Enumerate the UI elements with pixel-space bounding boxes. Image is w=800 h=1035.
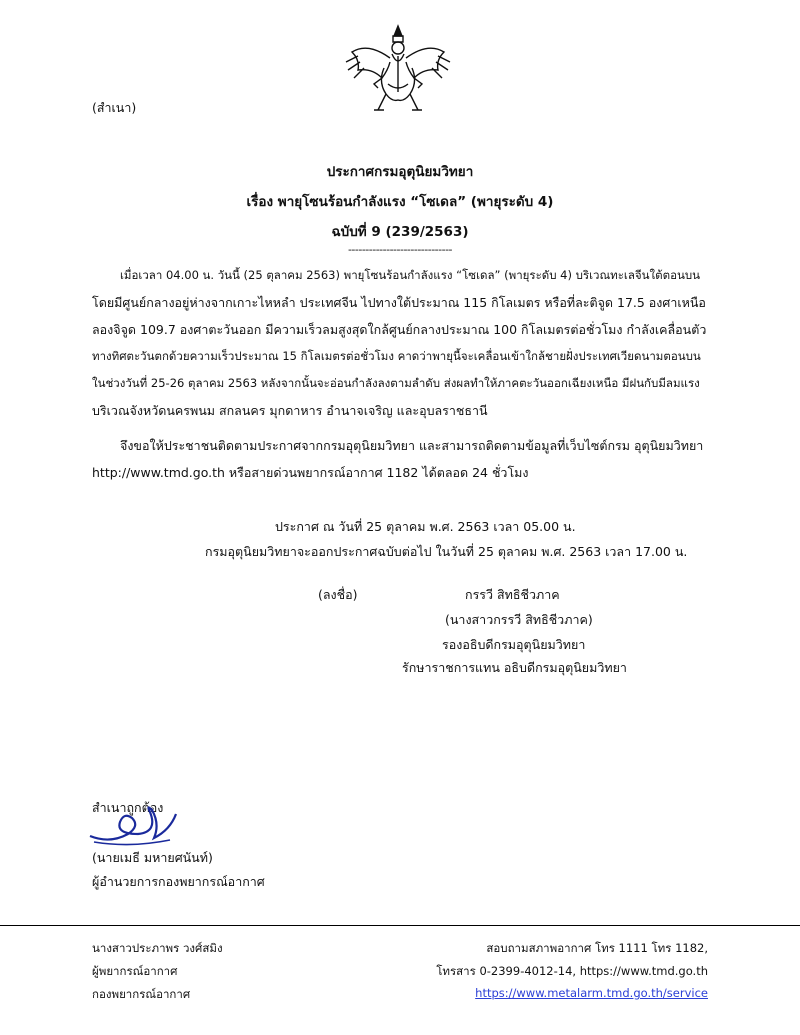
signatory-position: รองอธิบดีกรมอุตุนิยมวิทยา <box>442 637 586 652</box>
footer-forecaster-name: นางสาวประภาพร วงศ์สมิง <box>92 941 223 955</box>
paragraph-1-line: ลองจิจูด 109.7 องศาตะวันออก มีความเร็วลมสูงสุดใกล้ศูนย์กลางประมาณ 100 กิโลเมตรต่อชั่วโมง กำลังเคลื่อนตัว <box>92 322 707 337</box>
paragraph-2-line: จึงขอให้ประชาชนติดตามประกาศจากกรมอุตุนิยมวิทยา และสามารถติดตามข้อมูลที่เว็บไซต์กรม อุตุนิยมวิทยา <box>120 438 704 453</box>
true-copy-label: สำเนาถูกต้อง <box>92 800 164 815</box>
paragraph-1-line: บริเวณจังหวัดนครพนม สกลนคร มุกดาหาร อำนาจเจริญ และอุบลราชธานี <box>92 403 488 418</box>
paragraph-2-line: http://www.tmd.go.th หรือสายด่วนพยากรณ์อากาศ 1182 ได้ตลอด 24 ชั่วโมง <box>92 465 529 480</box>
announce-date-line: ประกาศ ณ วันที่ 25 ตุลาคม พ.ศ. 2563 เวลา 05.00 น. <box>275 519 576 534</box>
handwritten-signature <box>80 800 190 850</box>
announcement-issue: ฉบับที่ 9 (239/2563) <box>331 224 469 240</box>
paragraph-1-line: ทางทิศตะวันตกด้วยความเร็วประมาณ 15 กิโลเมตรต่อชั่วโมง คาดว่าพายุนี้จะเคลื่อนเข้าใกล้ชายฝั่งประเทศเวียดนามตอนบน <box>92 349 701 363</box>
title-divider: ------------------------------ <box>347 243 453 256</box>
certifier-name: (นายเมธี มหายศนันท์) <box>92 850 213 865</box>
announcement-subject: เรื่อง พายุโซนร้อนกำลังแรง “โซเดล” (พายุระดับ 4) <box>246 194 554 210</box>
signatory-full-name: (นางสาวกรรวี สิทธิชีวภาค) <box>445 612 593 627</box>
footer-division: กองพยากรณ์อากาศ <box>92 987 191 1001</box>
body-paragraph-2 <box>92 432 712 486</box>
body-paragraph-1 <box>92 262 712 424</box>
footer-contact-fax: โทรสาร 0-2399-4012-14, https://www.tmd.go.th <box>436 964 708 978</box>
footer-divider <box>0 925 800 926</box>
paragraph-1-line: ในช่วงวันที่ 25-26 ตุลาคม 2563 หลังจากนั้นจะอ่อนกำลังลงตามลำดับ ส่งผลทำให้ภาคตะวันออกเฉียงเหนือ มีฝนกับมีลมแรง <box>92 376 700 390</box>
certifier-position: ผู้อำนวยการกองพยากรณ์อากาศ <box>92 874 265 889</box>
copy-mark: (สำเนา) <box>92 100 137 115</box>
footer-contact-phone: สอบถามสภาพอากาศ โทร 1111 โทร 1182, <box>486 941 708 955</box>
signed-label: (ลงชื่อ) <box>318 587 358 602</box>
metalarm-service-link[interactable]: https://www.metalarm.tmd.go.th/service <box>475 986 708 1000</box>
announcement-title: ประกาศกรมอุตุนิยมวิทยา <box>326 164 474 180</box>
garuda-emblem <box>338 22 458 122</box>
next-issue-line: กรมอุตุนิยมวิทยาจะออกประกาศฉบับต่อไป ในวันที่ 25 ตุลาคม พ.ศ. 2563 เวลา 17.00 น. <box>205 544 688 559</box>
footer-forecaster-title: ผู้พยากรณ์อากาศ <box>92 964 178 978</box>
paragraph-1-line: เมื่อเวลา 04.00 น. วันนี้ (25 ตุลาคม 2563) พายุโซนร้อนกำลังแรง “โซเดล” (พายุระดับ 4) บริเวณทะเลจีนใต้ตอนบน <box>120 268 700 282</box>
paragraph-1-line: โดยมีศูนย์กลางอยู่ห่างจากเกาะไหหลำ ประเทศจีน ไปทางใต้ประมาณ 115 กิโลเมตร หรือที่ละติจูด 17.5 องศาเหนือ <box>92 295 706 310</box>
signatory-name: กรรวี สิทธิชีวภาค <box>465 587 560 602</box>
signatory-acting-position: รักษาราชการแทน อธิบดีกรมอุตุนิยมวิทยา <box>402 660 627 675</box>
